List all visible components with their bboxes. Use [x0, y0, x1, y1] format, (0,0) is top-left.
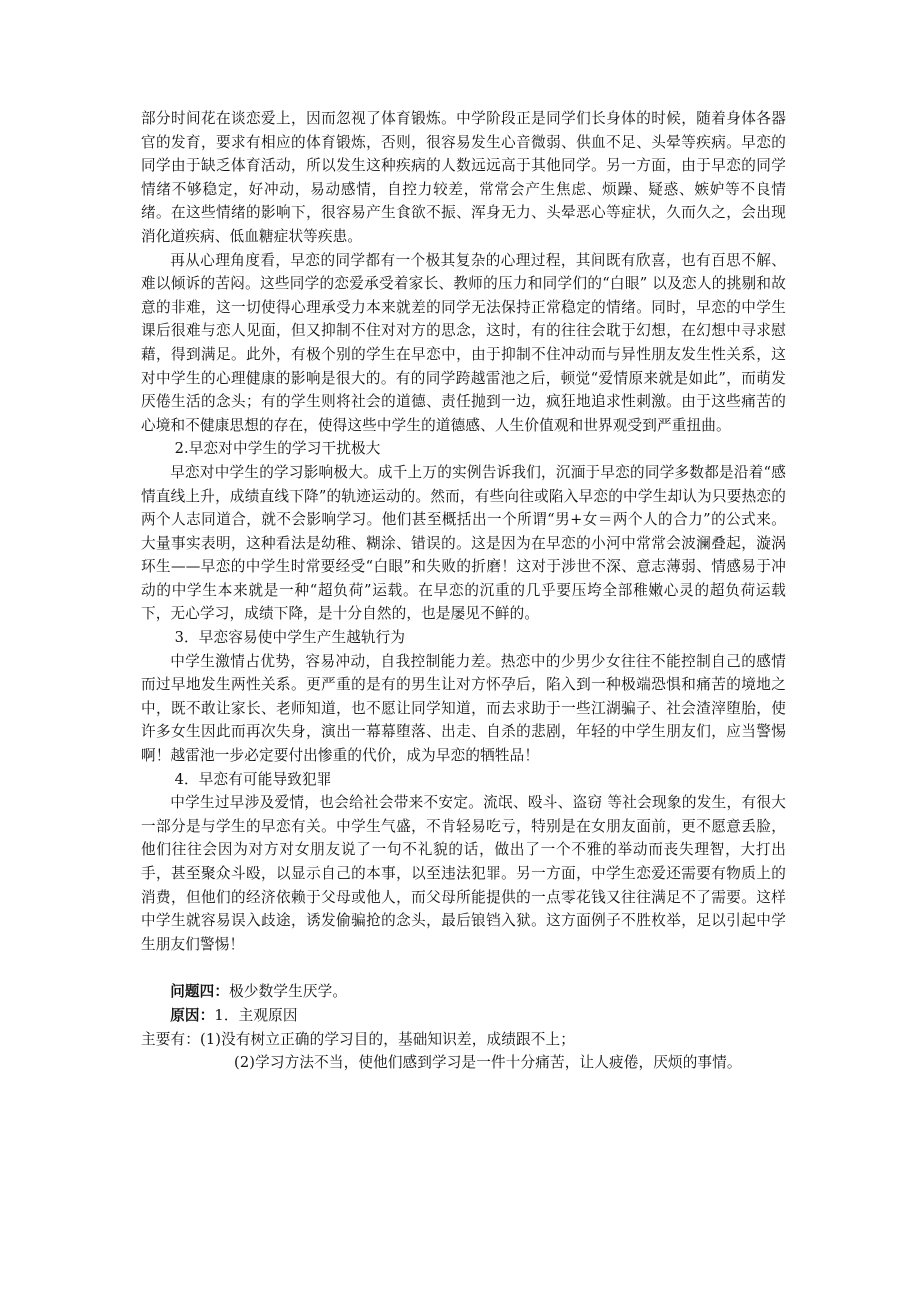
- reason-item-1: (1)没有树立正确的学习目的，基础知识差，成绩跟不上；: [199, 1030, 575, 1048]
- paragraph-physical-health: 部分时间花在谈恋爱上，因而忽视了体育锻炼。中学阶段正是同学们长身体的时候，随着身体各器官的发育，要求有相应的体育锻炼，否则，很容易发生心音微弱、供血不足、头晕等疾病。早恋的同学由于缺乏体育活动，所以发生这种疾病的人数远远高于其他同学。另一方面，由于早恋的同学情绪不够稳定，好冲动，易动感情，自控力较差，常常会产生焦虑、烦躁、疑惑、嫉妒等不良情绪。在这些情绪的影响下，很容易产生食欲不振、浑身无力、头晕恶心等症状，久而久之，会出现消化道疾病、低血糖症状等疾患。: [141, 110, 786, 245]
- cause-label: 原因：: [170, 1006, 215, 1024]
- paragraph-misconduct: 中学生激情占优势，容易冲动，自我控制能力差。热恋中的少男少女往往不能控制自己的感情而过早地发生两性关系。更严重的是有的男生让对方怀孕后，陷入到一种极端恐惧和痛苦的境地之中，既不敢让家长、老师知道，也不愿让同学知道，而去求助于一些江湖骗子、社会渣滓堕胎，使许多女生因此而再次失身，演出一幕幕堕落、出走、自杀的悲剧，年轻的中学生朋友们，应当警惕啊！越雷池一步必定要付出惨重的代价，成为早恋的牺牲品！: [141, 652, 786, 765]
- paragraph-crime: 中学生过早涉及爱情，也会给社会带来不安定。流氓、殴斗、盗窃 等社会现象的发生，有很大一部分是与学生的早恋有关。中学生气盛，不肯轻易吃亏，特别是在女朋友面前，更不愿意丢脸，他们往往会因为对方对女朋友说了一句不礼貌的话，做出了一个不雅的举动而丧失理智，大打出手，甚至聚众斗殴，以显示自己的本事，以至违法犯罪。另一方面，中学生恋爱还需要有物质上的消费，但他们的经济依赖于父母或他人，而父母所能提供的一点零花钱又往往满足不了需要。这样中学生就容易误入歧途，诱发偷骗抢的念头，最后锒铛入狱。这方面例子不胜枚举，足以引起中学生朋友们警惕！: [141, 794, 786, 953]
- main-reasons-label: 主要有：: [141, 1030, 200, 1048]
- paragraph-psychology: 再从心理角度看，早恋的同学都有一个极其复杂的心理过程，其间既有欣喜，也有百思不解、难以倾诉的苦闷。这些同学的恋爱承受着家长、教师的压力和同学们的“白眼” 以及恋人的挑剔和故意的非难，这一切使得心理承受力本来就差的同学无法保持正常稳定的情绪。同时，早恋的中学生课后很难与恋人见面，但又抑制不住对对方的思念，这时，有的往往会耽于幻想，在幻想中寻求慰藉，得到满足。此外，有极个别的学生在早恋中，由于抑制不住冲动而与异性朋友发生性关系，这对中学生的心理健康的影响是很大的。有的同学跨越雷池之后，顿觉“爱情原来就是如此”，而萌发厌倦生活的念头；有的学生则将社会的道德、责任抛到一边，疯狂地追求性刺激。由于这些痛苦的心境和不健康思想的存在，使得这些中学生的道德感、人生价值观和世界观受到严重扭曲。: [141, 251, 786, 434]
- paragraph-study-impact: 早恋对中学生的学习影响极大。成千上万的实例告诉我们，沉湎于早恋的同学多数都是沿着“感情直线上升，成绩直线下降”的轨迹运动的。然而，有些向往或陷入早恋的中学生却认为只要热恋的两个人志同道合，就不会影响学习。他们甚至概括出一个所谓“男+女＝两个人的合力”的公式来。大量事实表明，这种看法是幼稚、糊涂、错误的。这是因为在早恋的小河中常常会波澜叠起，漩涡环生——早恋的中学生时常要经受“白眼”和失败的折磨！这对于涉世不深、意志薄弱、情感易于冲动的中学生本来就是一种“超负荷”运载。在早恋的沉重的几乎要压垮全部稚嫩心灵的超负荷运载下，无心学习，成绩下降，是十分自然的，也是屡见不鲜的。: [141, 463, 786, 623]
- reason-item-2: (2)学习方法不当，使他们感到学习是一件十分痛苦，让人疲倦，厌烦的事情。: [234, 1054, 742, 1072]
- problem-label: 问题四：: [170, 983, 230, 1001]
- blank-line: [141, 956, 786, 980]
- problem-text: 极少数学生厌学。: [229, 983, 348, 1001]
- cause-line: [141, 1004, 786, 1028]
- heading-3-misconduct: 3．早恋容易使中学生产生越轨行为: [174, 629, 406, 647]
- heading-4-crime: 4．早恋有可能导致犯罪: [174, 770, 332, 788]
- cause-text: 1．主观原因: [214, 1006, 298, 1024]
- document-body: [141, 107, 786, 1075]
- main-reasons-row: [141, 1028, 786, 1052]
- heading-2-study-interference: 2.早恋对中学生的学习干扰极大: [174, 440, 381, 458]
- problem-line: [141, 980, 786, 1004]
